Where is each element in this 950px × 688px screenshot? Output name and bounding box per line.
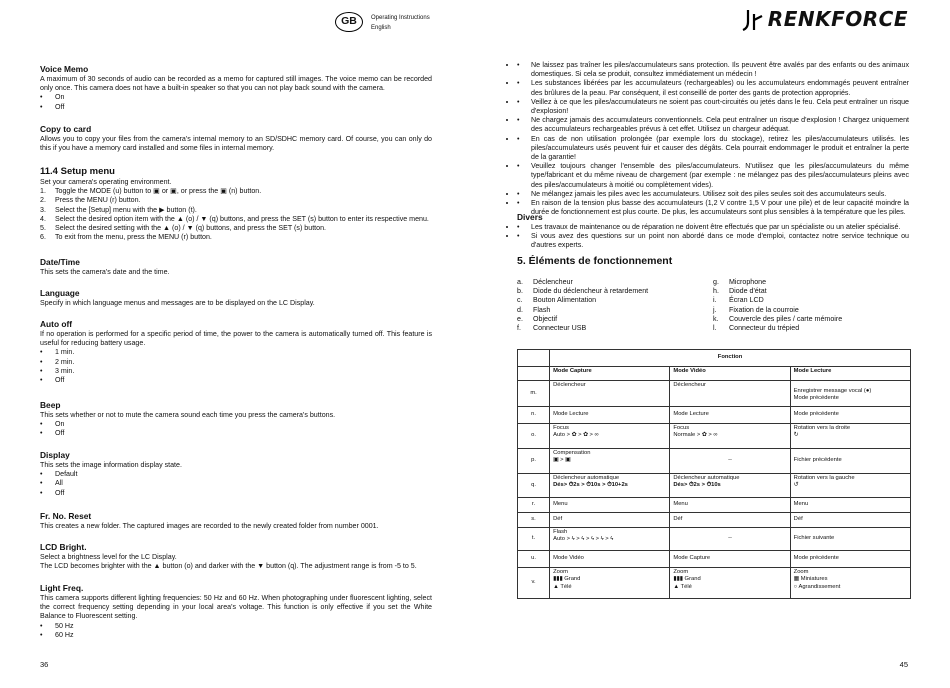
table-row: t. Flash Auto > ϟ > ϟ > ϟ > ϟ > ϟ -- Fichier suivante	[518, 528, 911, 551]
parts-list	[517, 278, 909, 333]
page-number: 45	[899, 660, 908, 669]
display-section	[40, 450, 432, 498]
voice-memo-section	[40, 64, 432, 112]
table-row: r. Menu Menu Menu	[518, 498, 911, 513]
lcd-bright-line2: The LCD becomes brighter with the ▲ button (o) and darker with the ▼ button (q). The adjustment range is from -5 to 5.	[40, 562, 417, 571]
table-corner	[518, 350, 550, 367]
option-item: • 1 min.	[40, 348, 432, 357]
language-badge: GB	[335, 12, 363, 32]
part-item: b. Diode du déclencheur à retardement	[517, 287, 649, 296]
warning-item: • • Les substances libérées par les accumulateurs (rechargeables) ou les accumulateurs endommagés peuvent entraîner des brûlures de la peau. Par conséquent, il est conseillé de porter des gants de protection appropriés.	[517, 79, 909, 97]
warning-item: • • En raison de la tension plus basse des accumulateurs (1,2 V contre 1,5 V pour une pile) et de leur capacité moindre la durée de fonctionnement est plus courte. De plus, les accumulateurs sont plus sensibles à la température que les piles.	[517, 199, 909, 217]
parts-column-left	[517, 278, 713, 333]
table-row: q. Déclencheur automatique Dés> ⏱2s > ⏱10s > ⏱10+2s Déclencheur automatique Dés> ⏱2s > ⏱10s Rotation vers la gauche ↺	[518, 474, 911, 498]
table-row: p. Compensation ▣ > ▣ -- Fichier précédente	[518, 449, 911, 474]
setup-steps	[40, 187, 432, 242]
part-item: l. Connecteur du trépied	[713, 324, 800, 333]
part-item: i. Écran LCD	[713, 296, 764, 305]
part-item: h. Diode d'état	[713, 287, 767, 296]
language-title: Language	[40, 288, 80, 298]
copy-to-card-title: Copy to card	[40, 124, 92, 134]
fr-reset-title: Fr. No. Reset	[40, 511, 92, 521]
setup-intro: Set your camera's operating environment.	[40, 178, 172, 186]
option-item: • All	[40, 479, 432, 488]
auto-off-section	[40, 319, 432, 385]
copy-to-card-text: Allows you to copy your files from the camera's internal memory to an SD/SDHC memory card. Of course, you can only do this if you have a memory card installed and some files in internal memory.	[40, 135, 432, 153]
part-item: c. Bouton Alimentation	[517, 296, 597, 305]
warning-item: • • Ne laissez pas traîner les piles/accumulateurs sans protection. Ils peuvent être avalés par des enfants ou des animaux domestiques. Si cela se produit, consultez immédiatement un médecin !	[517, 61, 909, 79]
warning-item: • • Ne chargez jamais des accumulateurs conventionnels. Cela peut entraîner un risque d'explosion ! Chargez uniquement des accumulateurs rechargeables prévus à cet effet. Utilisez un chargeur adéquat.	[517, 116, 909, 134]
option-item: • Default	[40, 470, 432, 479]
fr-reset-section	[40, 511, 432, 531]
display-options	[40, 470, 432, 498]
fr-reset-text: This creates a new folder. The captured images are recorded to the newly created folder from number 0001.	[40, 522, 379, 530]
divers-title: Divers	[517, 212, 543, 222]
header-line-1: Operating Instructions	[371, 15, 430, 21]
display-title: Display	[40, 450, 70, 460]
setup-menu-title: 11.4 Setup menu	[40, 166, 115, 177]
language-text: Specify in which language menus and messages are to be displayed on the LC Display.	[40, 299, 315, 307]
column-header: Mode Vidéo	[670, 367, 790, 381]
part-item: j. Fixation de la courroie	[713, 305, 799, 314]
option-item: • 60 Hz	[40, 631, 432, 640]
warning-item: • • Veillez à ce que les piles/accumulateurs ne soient pas court-circuités ou jetés dans le feu. Cela peut entraîner un risque d'explosion!	[517, 98, 909, 116]
column-header: Mode Capture	[550, 367, 670, 381]
table-header: Fonction	[550, 350, 911, 367]
step-item: 3. Select the [Setup] menu with the ▶ button (t).	[40, 205, 197, 214]
part-item: a. Déclencheur	[517, 278, 573, 286]
language-section	[40, 288, 432, 308]
column-header: Mode Lecture	[790, 367, 910, 381]
step-item: 1. Toggle the MODE (u) button to ▣ or ▣, or press the ▣ (n) button.	[40, 187, 262, 196]
light-freq-title: Light Freq.	[40, 583, 84, 593]
beep-section	[40, 400, 432, 439]
step-item: 2. Press the MENU (r) button.	[40, 196, 141, 205]
step-item: 6. To exit from the menu, press the MENU (r) button.	[40, 233, 212, 242]
option-item: • On	[40, 420, 432, 429]
table-row: s. Déf Déf Déf	[518, 513, 911, 528]
light-freq-options	[40, 622, 432, 640]
divers-item: • • Si vous avez des questions sur un point non abordé dans ce mode d'emploi, contactez notre service technique ou d'autres experts.	[517, 232, 909, 250]
option-item: • Off	[40, 429, 432, 438]
warning-list	[517, 61, 909, 217]
option-item: • Off	[40, 103, 432, 112]
option-item: • 2 min.	[40, 358, 432, 367]
voice-memo-title: Voice Memo	[40, 64, 89, 74]
date-time-title: Date/Time	[40, 257, 80, 267]
lcd-bright-line1: Select a brightness level for the LC Display.	[40, 553, 177, 561]
option-item: • 3 min.	[40, 367, 432, 376]
copy-to-card-section	[40, 124, 432, 153]
header-line-2: English	[371, 25, 391, 31]
warning-item: • • Veuillez toujours changer l'ensemble des piles/accumulateurs. N'utilisez que les piles/accumulateurs du même type/fabricant et du même niveau de chargement (par exemple : ne mélangez pas des piles/accumulateurs pleins avec des piles/accumulateurs à moitié ou complètement vides).	[517, 162, 909, 190]
voice-memo-options	[40, 93, 432, 111]
part-item: g. Microphone	[713, 278, 767, 286]
table-row: n. Mode Lecture Mode Lecture Mode précédente	[518, 407, 911, 424]
auto-off-text: If no operation is performed for a specific period of time, the power to the camera is automatically turned off. This feature is useful for reducing battery usage.	[40, 330, 432, 348]
header-label	[371, 13, 430, 33]
light-freq-section	[40, 583, 432, 640]
section-title: 5. Éléments de fonctionnement	[517, 255, 673, 267]
beep-title: Beep	[40, 400, 61, 410]
table-row: m. Déclencheur Déclencheur Enregistrer message vocal (●) Mode précédente	[518, 381, 911, 407]
parts-column-right	[713, 278, 909, 333]
table-row: u. Mode Vidéo Mode Capture Mode précédente	[518, 551, 911, 568]
function-table	[517, 349, 911, 599]
brand-name: RENKFORCE	[767, 7, 908, 32]
divers-section	[517, 212, 909, 251]
auto-off-title: Auto off	[40, 319, 73, 329]
warning-item: • • Ne mélangez jamais les piles avec les accumulateurs. Utilisez soit des piles seules soit des accumulateurs seuls.	[517, 190, 909, 199]
divers-list	[517, 223, 909, 251]
brand-mark-icon	[742, 8, 764, 32]
table-row: v. Zoom ▮▮▮ Grand ▲ Télé Zoom ▮▮▮ Grand ▲ Télé Zoom ▦ Miniatures ○ Agrandissement	[518, 568, 911, 599]
date-time-section	[40, 257, 432, 277]
auto-off-options	[40, 348, 432, 385]
option-item: • On	[40, 93, 432, 102]
part-item: e. Objectif	[517, 314, 558, 323]
beep-options	[40, 420, 432, 438]
setup-menu-section	[40, 166, 432, 242]
part-item: k. Couvercle des piles / carte mémoire	[713, 314, 843, 323]
battery-warnings	[517, 61, 909, 217]
part-item: f. Connecteur USB	[517, 324, 587, 333]
divers-item: • • Les travaux de maintenance ou de réparation ne doivent être effectués que par un spécialiste ou un atelier spécialisé.	[517, 223, 909, 232]
brand-logo	[742, 8, 908, 32]
date-time-text: This sets the camera's date and the time.	[40, 268, 170, 276]
lcd-bright-section	[40, 542, 432, 571]
option-item: • Off	[40, 489, 432, 498]
right-page	[475, 0, 950, 688]
option-item: • 50 Hz	[40, 622, 432, 631]
warning-item: • • En cas de non utilisation prolongée (par exemple lors du stockage), retirez les piles/accumulateurs utilisés. les piles/accumulateurs usés peuvent fuir et causer des dégâts. Cela pourrait endommager le produit et entraîner la perte de la garantie!	[517, 135, 909, 163]
step-item: 5. Select the desired setting with the ▲ (o) / ▼ (q) buttons, and press the SET (s) button.	[40, 224, 326, 233]
lcd-bright-title: LCD Bright.	[40, 542, 87, 552]
voice-memo-text: A maximum of 30 seconds of audio can be recorded as a memo for captured still images. The voice memo can be recorded only once. This camera does not have a built-in speaker so that you can not play back sound with the camera.	[40, 75, 432, 93]
option-item: • Off	[40, 376, 432, 385]
light-freq-text: This camera supports different lighting frequencies: 50 Hz and 60 Hz. When photographing under fluorescent lighting, select the correct frequency setting depending in your local area's voltage. This function is only effective if you set the White Balance to Fluorescent setting.	[40, 594, 432, 621]
table-row: o. Focus Auto > ✿ > ✿ > ∞ Focus Normale > ✿ > ∞ Rotation vers la droite ↻	[518, 424, 911, 449]
step-item: 4. Select the desired option item with the ▲ (o) / ▼ (q) buttons, and press the SET (s) button to enter its respective menu.	[40, 214, 429, 223]
beep-text: This sets whether or not to mute the camera sound each time you press the camera's buttons.	[40, 411, 336, 419]
page-number: 36	[40, 660, 49, 669]
display-text: This sets the image information display state.	[40, 461, 182, 469]
part-item: d. Flash	[517, 305, 551, 314]
